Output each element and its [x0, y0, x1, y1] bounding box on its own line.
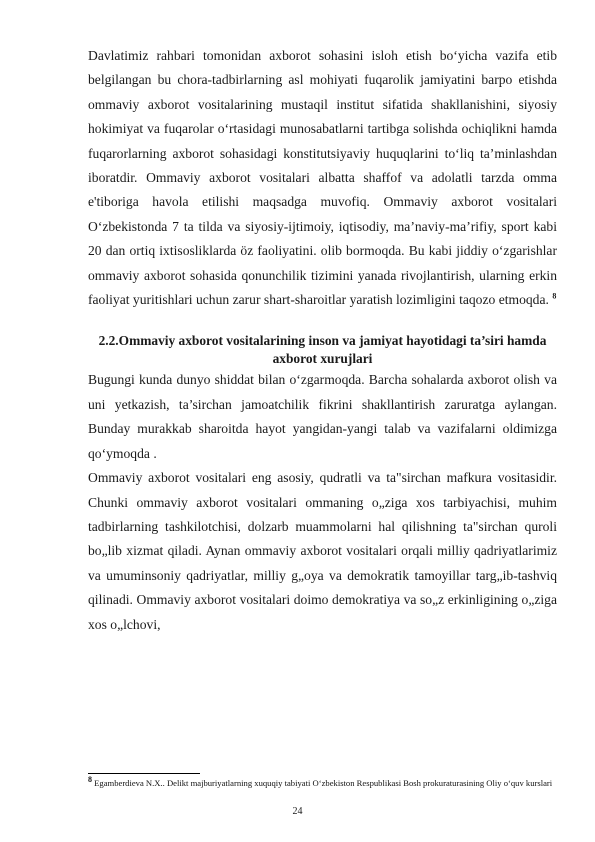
footnote-text: Egamberdieva N.X.. Delikt majburiyatlarning xuquqiy tabiyati O‘zbekiston Respublikasi Bosh prokuraturasining Oliy o‘quv kurslari — [94, 778, 553, 788]
section-heading: 2.2.Ommaviy axborot vositalarining inson va jamiyat hayotidagi ta’siri hamda axborot xurujlari — [98, 333, 547, 367]
paragraph-1-text: Davlatimiz rahbari tomonidan axborot sohasini isloh etish bo‘yicha vazifa etib belgilangan bu chora-tadbirlarning asl mohiyati fuqarolik jamiyatini barpo etishda ommaviy axborot vositalarining mustaqil institut sifatida shakllanishini, siyosiy hokimiyat va fuqarolar o‘rtasidagi munosabatlarni tartibga solishda ochiqlikni hamda fuqarorlarning axborot sohasidagi konstitutsiyaviy huquqlarini to‘liq ta’minlashdan iboratdir. Ommaviy axborot vositalari albatta shaffof va adolatli tarzda omma e'tiboriga havola etilishi maqsadga muvofiq. Ommaviy axborot vositalari O‘zbekistonda 7 ta tilda va siyosiy-ijtimoiy, iqtisodiy, ma’naviy-ma’rifiy, sport kabi 20 dan ortiq ixtisosliklarda öz faoliyatini. olib bormoqda. Bu kabi jiddiy o‘zgarishlar ommaviy axborot sohasida qonunchilik tizimini yanada rivojlantirish, ularning erkin faoliyat yuritishlari uchun zarur shart-sharoitlar yaratish lozimligini taqozo etmoqda. — [88, 48, 557, 308]
footnote-reference[interactable]: 8 — [552, 291, 557, 301]
footnote-divider — [88, 773, 200, 774]
paragraph-1 — [88, 44, 557, 312]
footnote — [88, 776, 558, 791]
paragraph-3: Ommaviy axborot vositalari eng asosiy, qudratli va ta"sirchan mafkura vositasidir. Chunki ommaviy axborot vositalari ommaning o„ziga xos tarbiyachisi, muhim tadbirlarning tashkilotchisi, dolzarb muammolarni hal qilishning ta"sirchan quroli bo„lib xizmat qiladi. Aynan ommaviy axborot vositalari orqali milliy qadriyatlarimiz va umuminsoniy qadriyatlar, milliy g„oya va demokratik tamoyillar targ„ib-tashviq qilinadi. Ommaviy axborot vositalari doimo demokratiya va so„z erkinligining o„ziga xos o„lchovi, — [88, 470, 557, 632]
document-body — [88, 44, 557, 637]
page-number: 24 — [292, 806, 303, 817]
paragraph-2: Bugungi kunda dunyo shiddat bilan o‘zgarmoqda. Barcha sohalarda axborot olish va uni yetkazish, ta’sirchan jamoatchilik fikrini shakllantirish zaruratga aylangan. Bunday murakkab sharoitda hayot yangidan-yangi talab va vazifalarni oldimizga qo‘ymoqda . — [88, 372, 557, 461]
footnote-number: 8 — [88, 775, 92, 785]
